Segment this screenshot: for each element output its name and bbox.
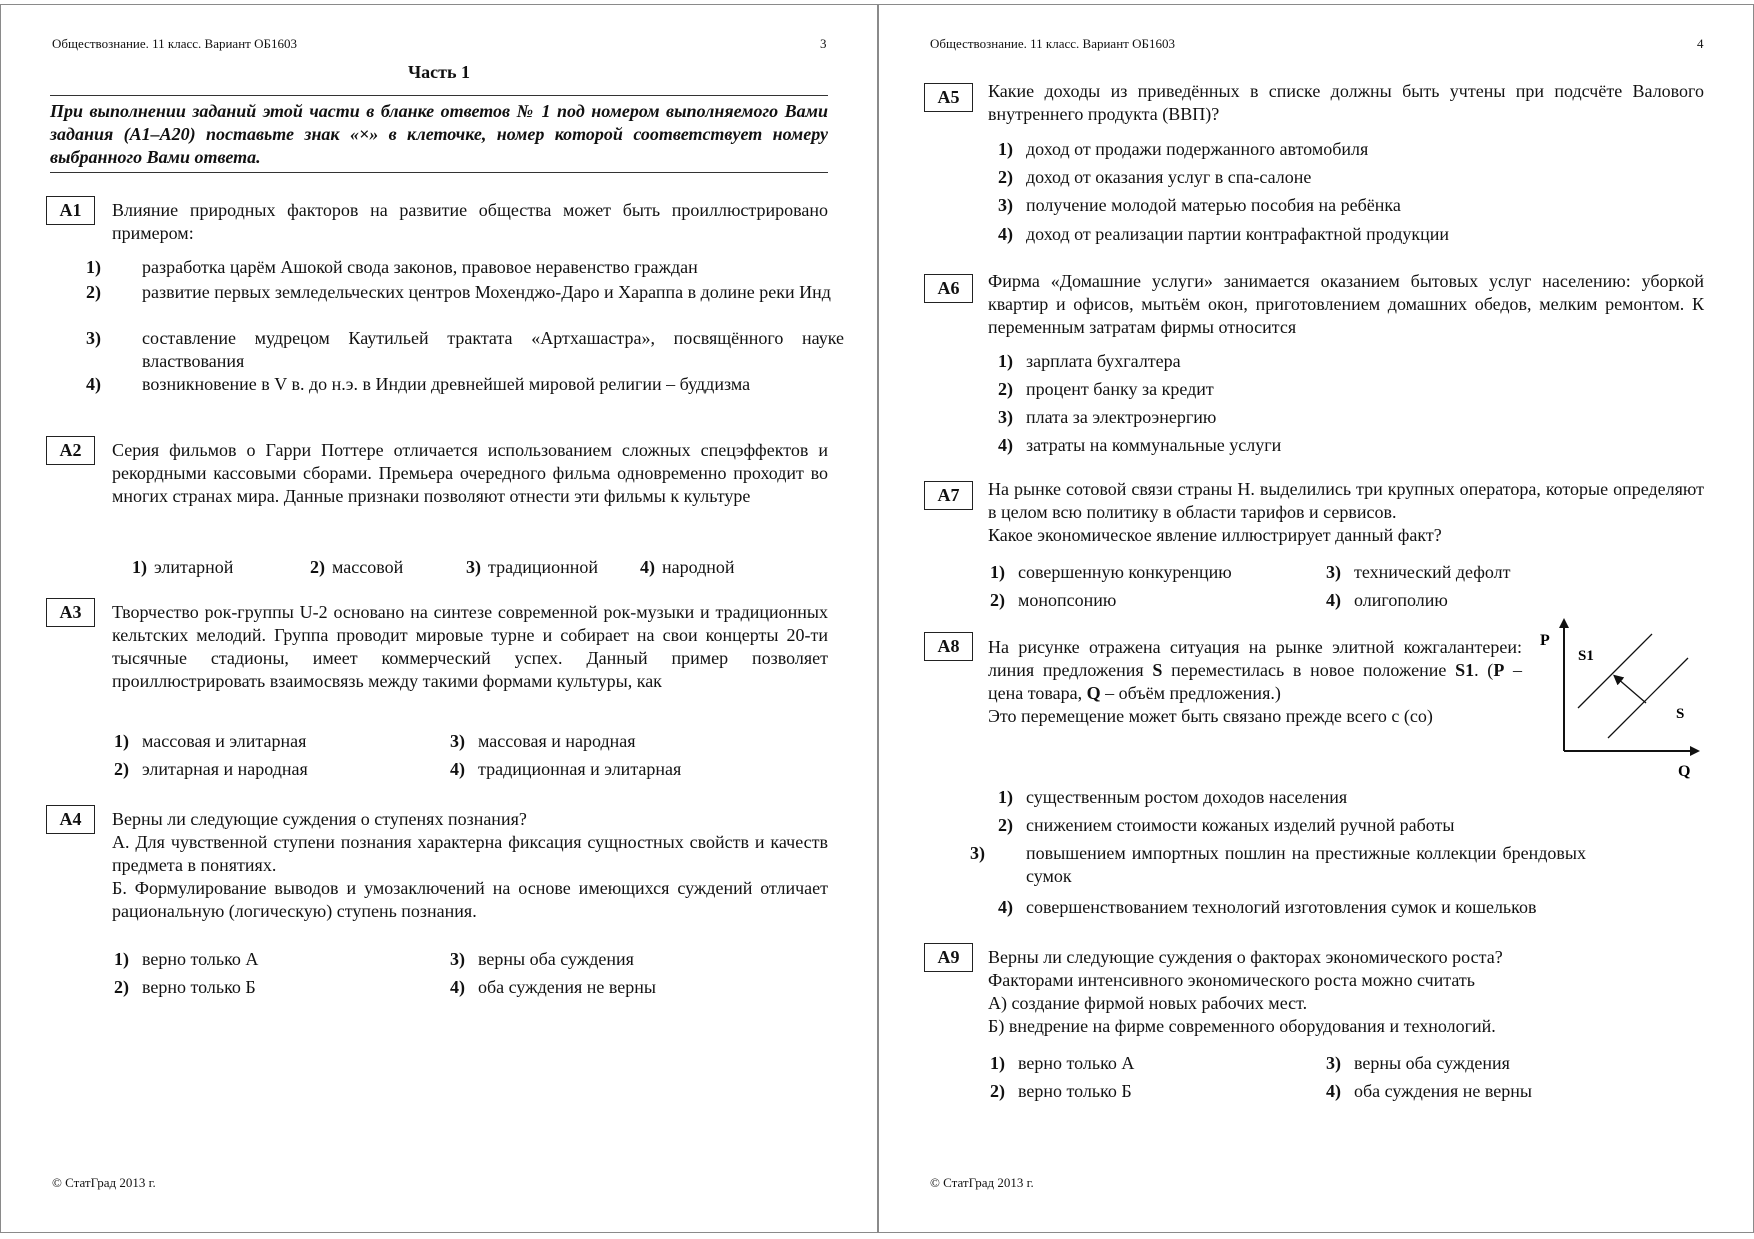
- answer-option-a4-1: 1) верно только А: [114, 949, 259, 969]
- x-axis-label: Q: [1678, 763, 1691, 780]
- answer-option-a1-2: 2) развитие первых земледельческих центров Мохенджо-Даро и Хараппа в долине реки Инд: [86, 282, 831, 302]
- answer-option-a4-3: 3) верны оба суждения: [450, 949, 634, 969]
- answer-option-a8-3: 3) повышением импортных пошлин на престижные коллекции брендовых сумок: [970, 843, 1586, 886]
- question-text-a9: Верны ли следующие суждения о факторах экономического роста? Факторами интенсивного экономического роста можно считать А) создание фирмой новых рабочих мест. Б) внедрение на фирме современного оборудования и технологий.: [988, 947, 1503, 1036]
- question-number-a9: А9: [924, 943, 973, 972]
- answer-option-a2-1: 1) элитарной: [132, 557, 234, 577]
- question-text-a7: На рынке сотовой связи страны Н. выделились три крупных оператора, которые определяют в целом всю политику в области тарифов и сервисов. Какое экономическое явление иллюстрирует данный факт?: [988, 479, 1704, 545]
- answer-option-a1-1: 1) разработка царём Ашокой свода законов, правовое неравенство граждан: [86, 257, 698, 277]
- answer-option-a5-1: 1) доход от продажи подержанного автомобиля: [998, 139, 1369, 159]
- answer-option-a9-4: 4) оба суждения не верны: [1326, 1081, 1533, 1101]
- answer-option-a7-2: 2) монопсонию: [990, 590, 1117, 610]
- page-footer-right: © СтатГрад 2013 г.: [930, 1175, 1034, 1190]
- answer-option-a1-4: 4) возникновение в V в. до н.э. в Индии древнейшей мировой религии – буддизма: [86, 374, 751, 394]
- question-number-a6: А6: [924, 274, 973, 303]
- answer-option-a4-2: 2) верно только Б: [114, 977, 256, 997]
- answer-option-a3-4: 4) традиционная и элитарная: [450, 759, 682, 779]
- question-text-a3: Творчество рок-группы U-2 основано на синтезе современной рок-музыки и традиционных кельтских мелодий. Группа проводит мировые турне и собирает на свои концерты 20-ти тысячные стадионы, имеет коммерческий успех. Данный пример позволяет проиллюстрировать взаимосвязь между такими формами культуры, как: [112, 602, 828, 691]
- answer-option-a6-3: 3) плата за электроэнергию: [998, 407, 1217, 427]
- supply-line-s: [1608, 658, 1688, 738]
- answer-option-a6-2: 2) процент банку за кредит: [998, 379, 1214, 399]
- answer-option-a2-3: 3) традиционной: [466, 557, 599, 577]
- answer-option-a3-1: 1) массовая и элитарная: [114, 731, 307, 751]
- answer-option-a8-4: 4) совершенствованием технологий изготовления сумок и кошельков: [998, 897, 1537, 917]
- answer-option-a2-2: 2) массовой: [310, 557, 404, 577]
- answer-option-a2-4: 4) народной: [640, 557, 735, 577]
- question-text-a6: Фирма «Домашние услуги» занимается оказанием бытовых услуг населению: уборкой квартир и офисов, мытьём окон, приготовлением домашних обедов, мелким ремонтом. К переменным затратам фирмы относится: [988, 271, 1704, 337]
- question-number-a7: А7: [924, 481, 973, 510]
- instruction-block: При выполнении заданий этой части в бланке ответов № 1 под номером выполняемого Вами задания (А1–А20) поставьте знак «×» в клеточке, номер которой соответствует номеру выбранного Вами ответа.: [50, 95, 828, 173]
- supply-shift-chart: [1540, 616, 1708, 780]
- page-header-right: Обществознание. 11 класс. Вариант ОБ1603: [930, 36, 1175, 51]
- question-number-a2: А2: [46, 436, 95, 465]
- page-number-left: 3: [820, 36, 827, 51]
- answer-option-a5-3: 3) получение молодой матерью пособия на ребёнка: [998, 195, 1401, 215]
- question-number-a5: А5: [924, 83, 973, 112]
- x-axis-arrow: [1690, 746, 1700, 756]
- y-axis-arrow: [1559, 618, 1569, 628]
- answer-option-a8-2: 2) снижением стоимости кожаных изделий ручной работы: [998, 815, 1455, 835]
- question-number-a8: А8: [924, 632, 973, 661]
- answer-option-a9-2: 2) верно только Б: [990, 1081, 1132, 1101]
- answer-option-a6-1: 1) зарплата бухгалтера: [998, 351, 1181, 371]
- question-text-a8: На рисунке отражена ситуация на рынке элитной кожгалантереи: линия предложения S переместилась в новое положение S1. (P – цена товара, Q – объём предложения.) Это перемещение может быть связано прежде всего с (со): [988, 637, 1523, 726]
- part-title: Часть 1: [407, 62, 471, 82]
- answer-option-a5-2: 2) доход от оказания услуг в спа-салоне: [998, 167, 1312, 187]
- s-label: S: [1676, 706, 1685, 722]
- question-text-a4: Верны ли следующие суждения о ступенях познания? А. Для чувственной ступени познания характерна фиксация сущностных свойств и качеств предмета в понятиях. Б. Формулирование выводов и умозаключений на основе имеющихся суждений отличает рациональную (логическую) ступень познания.: [112, 809, 828, 921]
- answer-option-a7-1: 1) совершенную конкуренцию: [990, 562, 1232, 582]
- y-axis-label: P: [1540, 632, 1550, 649]
- page-header-left: Обществознание. 11 класс. Вариант ОБ1603: [52, 36, 297, 51]
- question-number-a3: А3: [46, 598, 95, 627]
- answer-option-a5-4: 4) доход от реализации партии контрафактной продукции: [998, 224, 1450, 244]
- answer-option-a7-3: 3) технический дефолт: [1326, 562, 1511, 582]
- answer-option-a6-4: 4) затраты на коммунальные услуги: [998, 435, 1282, 455]
- page-footer-left: © СтатГрад 2013 г.: [52, 1175, 156, 1190]
- answer-option-a8-1: 1) существенным ростом доходов населения: [998, 787, 1348, 807]
- answer-option-a4-4: 4) оба суждения не верны: [450, 977, 657, 997]
- question-number-a1: А1: [46, 196, 95, 225]
- question-text-a5: Какие доходы из приведённых в списке должны быть учтены при подсчёте Валового внутреннего продукта (ВВП)?: [988, 81, 1704, 124]
- answer-option-a7-4: 4) олигополию: [1326, 590, 1448, 610]
- supply-line-s1: [1578, 634, 1652, 708]
- answer-option-a3-3: 3) массовая и народная: [450, 731, 636, 751]
- question-number-a4: А4: [46, 805, 95, 834]
- answer-option-a3-2: 2) элитарная и народная: [114, 759, 308, 779]
- page-number-right: 4: [1697, 36, 1704, 51]
- answer-option-a9-3: 3) верны оба суждения: [1326, 1053, 1510, 1073]
- answer-option-a1-3: 3) составление мудрецом Каутильей трактата «Артхашастра», посвящённого науке властвования: [86, 328, 844, 371]
- answer-option-a9-1: 1) верно только А: [990, 1053, 1135, 1073]
- question-text-a1: Влияние природных факторов на развитие общества может быть проиллюстрировано примером:: [112, 200, 828, 243]
- shift-arrow: [1617, 678, 1646, 703]
- s1-label: S1: [1578, 648, 1594, 664]
- question-text-a2: Серия фильмов о Гарри Поттере отличается использованием сложных спецэффектов и рекордными кассовыми сборами. Премьера очередного фильма одновременно проходит во многих странах мира. Данные признаки позволяют отнести эти фильмы к культуре: [112, 440, 828, 506]
